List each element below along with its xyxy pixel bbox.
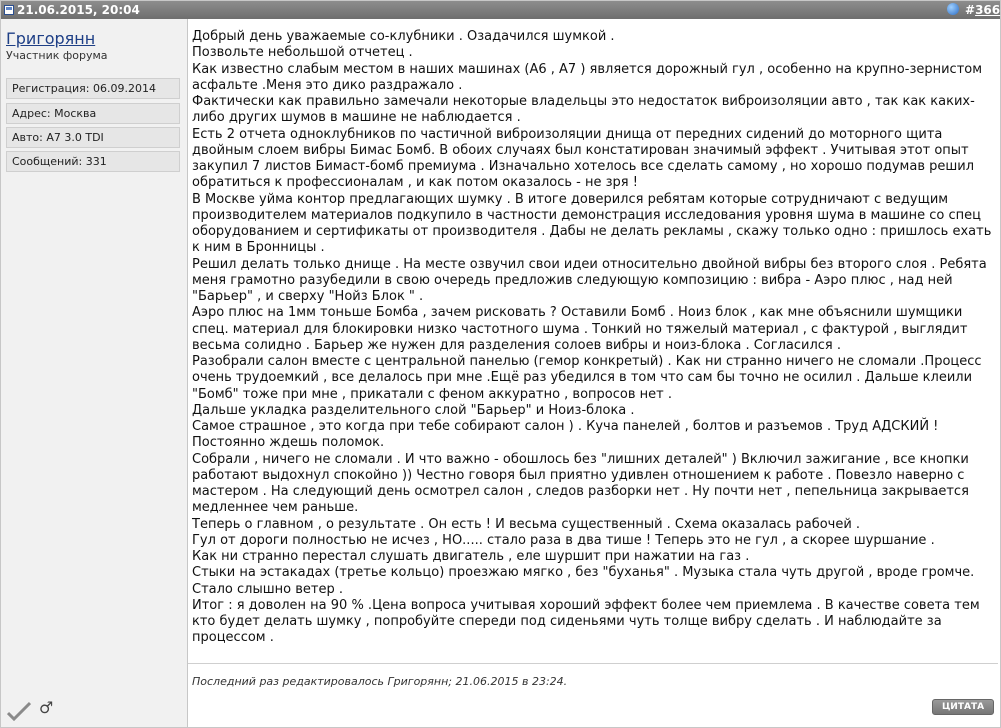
post-line: Итог : я доволен на 90 % .Цена вопроса учитывая хороший эффект более чем приемлема . В качестве совета тем кто будет делать шумку , попробуйте спереди под сиденьями чуть толще вибру сделать . И наблюдайте за процессом .: [192, 597, 980, 646]
post-line: Как известно слабым местом в наших машинах (А6 , А7 ) является дорожный гул , особенно на крупно-зернистом асфальте .Меня это дико раздражало .: [192, 61, 983, 93]
post-line: Собрали , ничего не сломали . И что важно - обошлось без "лишних деталей" ) Включил зажигание , все кнопки работают выдохнул спокойно )) Честно говоря был приятно удивлен отношением к работе . Повезло наверно с мастером . На следующий день осмотрел салон , следов разборки нет . Ну почти нет , пепельница закрывается медленнее чем раньше.: [192, 451, 969, 516]
post-line: Есть 2 отчета одноклубников по частичной виброизоляции днища от передних сидений до моторного щита двойным слоем вибры Бимас Бомб. В обоих случаях был констатирован значимый эффект . Учитывая этот опыт закупил 7 листов Бимаст-бомб премиума . Изначально хотелось все сделать самому , но хорошо подумав решил обратиться к профессионалам , и как потом оказалось - не зря !: [192, 126, 975, 191]
divider: [188, 663, 998, 664]
user-post-count: Сообщений: 331: [6, 151, 180, 172]
post-line: Разобрали салон вместе с центральной панелью (гемор конкретый) . Как ни странно ничего не сломали .Процесс очень трудоемкий , все делалось при мне .Ещё раз убедился в том что сам бы точно не осилил . Дальше клеили "Бомб" тоже при мне , прикатали с феном аккуратно , вопросов нет .: [192, 354, 982, 402]
post-number-link[interactable]: [965, 3, 1000, 17]
user-registration: Регистрация: 06.09.2014: [6, 78, 180, 99]
globe-icon[interactable]: [947, 3, 959, 15]
post-datetime: 21.06.2015, 20:04: [17, 3, 140, 17]
post-line: Гул от дороги полностью не исчез , НО..... стало раза в два тише ! Теперь это не гул , а скорее шуршание .: [192, 532, 935, 548]
post-line: Стыки на эстакадах (третье кольцо) проезжаю мягко , без "буханья" . Музыка стала чуть другой , вроде громче. Стало слышно ветер .: [192, 565, 975, 597]
post-line: Решил делать только днище . На месте озвучил свои идеи относительно двойной вибры без второго слоя . Ребята меня грамотно разубедили в свою очередь предложив следующую композицию : вибра - Аэро плюс , над ней "Барьер" , и сверху "Нойз Блок " .: [192, 256, 987, 304]
user-sidebar: [1, 19, 188, 727]
quote-button[interactable]: ЦИТАТА: [932, 699, 994, 715]
post-line: Фактически как правильно замечали некоторые владельцы это недостаток виброизоляции авто , так как каких-либо других шумов в машине не наблюдается .: [192, 94, 975, 126]
post-body: [192, 29, 992, 647]
user-role: Участник форума: [6, 49, 108, 62]
post-line: Теперь о главном , о результате . Он есть ! И весьма существенный . Схема оказалась рабочей .: [192, 516, 861, 532]
post-line: Аэро плюс на 1мм тоньше Бомба , зачем рисковать ? Оставили Бомб . Ноиз блок , как мне объяснили шумщики спец. материал для блокировки низко частотного шума . Тонкий но тяжелый материал , с фактурой , выглядит весьма солидно . Барьер же нужен для разделения солоев вибры и ноиз-блока . Согласился .: [192, 305, 968, 353]
post-header: [1, 1, 1000, 19]
user-car: Авто: A7 3.0 TDI: [6, 127, 180, 148]
post-line: Добрый день уважаемые со-клубники . Озадачился шумкой .: [192, 29, 615, 44]
username-link[interactable]: Григорянн: [6, 29, 96, 48]
user-address: Адрес: Москва: [6, 103, 180, 124]
checkmark-icon[interactable]: [7, 701, 31, 721]
post-line: Самое страшное , это когда при тебе собирают салон ) . Куча панелей , болтов и разъемов . Труд АДСКИЙ ! Постоянно ждешь поломок.: [192, 419, 939, 451]
post-line: В Москве уйма контор предлагающих шумку . В итоге доверился ребятам которые сотрудничают с ведущим производителем материалов подкупило в частности демонстрация исследования уровня шума в машине со спец оборудованием и сертификаты от производителя . Дабы не делать рекламы , скажу только одно : пришлось ехать к ним в Бронницы .: [192, 191, 992, 256]
hash-sign: #: [965, 3, 976, 17]
post-line: Дальше укладка разделительного слой "Барьер" и Ноиз-блока .: [192, 402, 635, 418]
edited-note: Последний раз редактировалось Григорянн; 21.06.2015 в 23:24.: [192, 675, 568, 688]
post-line: Позвольте небольшой отчетец .: [192, 45, 413, 61]
page-icon: [4, 5, 14, 15]
post-line: Как ни странно перестал слушать двигатель , еле шуршит при нажатии на газ .: [192, 549, 750, 564]
male-icon: ♂: [39, 698, 54, 717]
post-number[interactable]: 366: [975, 3, 1001, 17]
